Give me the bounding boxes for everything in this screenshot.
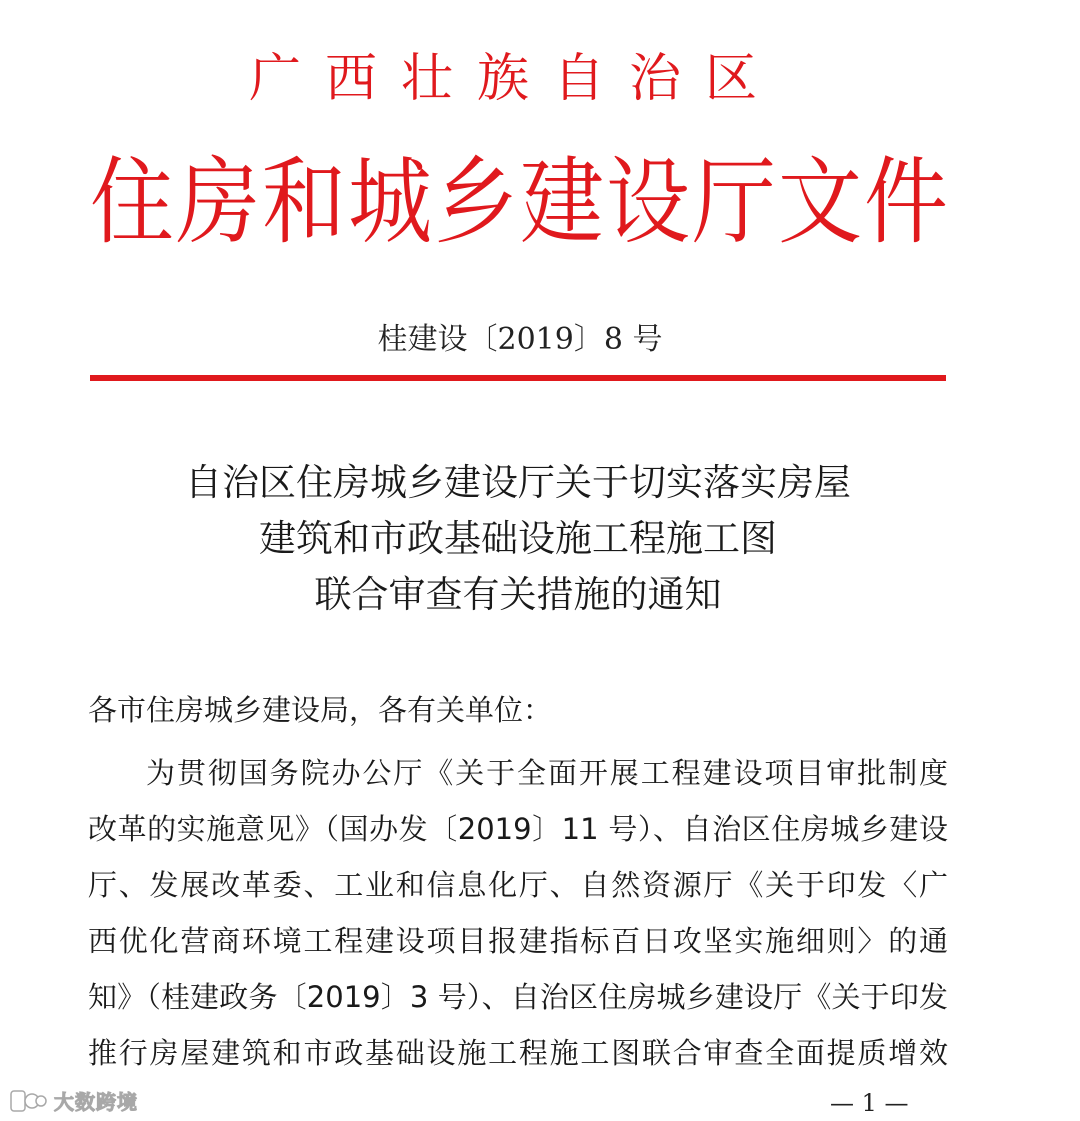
- title-line: 联合审查有关措施的通知: [314, 573, 722, 616]
- issuing-department: 住房和城乡建设厅文件: [89, 147, 950, 257]
- body-line: 推行房屋建筑和市政基础设施工程施工图联合审查全面提质增效: [88, 1036, 948, 1070]
- watermark-text: 大数跨境: [54, 1090, 138, 1114]
- title-line: 建筑和市政基础设施工程施工图: [259, 517, 777, 560]
- document-number: 桂建设〔2019〕8 号: [377, 322, 663, 357]
- watermark: [10, 1086, 138, 1115]
- body-line: 为贯彻国务院办公厅《关于全面开展工程建设项目审批制度: [146, 756, 948, 790]
- document-title: [90, 455, 946, 623]
- page-number: — 1 —: [830, 1089, 909, 1117]
- body-line: 厅、发展改革委、工业和信息化厅、自然资源厅《关于印发〈广: [88, 868, 948, 902]
- body-line: 改革的实施意见》（国办发〔2019〕11 号）、自治区住房城乡建设: [88, 812, 948, 846]
- salutation: 各市住房城乡建设局，各有关单位：: [88, 693, 553, 727]
- red-divider: [90, 375, 946, 381]
- title-line: 自治区住房城乡建设厅关于切实落实房屋: [185, 461, 851, 504]
- dashu-logo-icon: [10, 1088, 48, 1114]
- body-paragraph: [88, 745, 948, 1081]
- issuing-region: 广西壮族自治区: [248, 49, 781, 109]
- body-line: 知》（桂建政务〔2019〕3 号）、自治区住房城乡建设厅《关于印发: [88, 980, 948, 1014]
- body-line: 西优化营商环境工程建设项目报建指标百日攻坚实施细则〉的通: [88, 924, 948, 958]
